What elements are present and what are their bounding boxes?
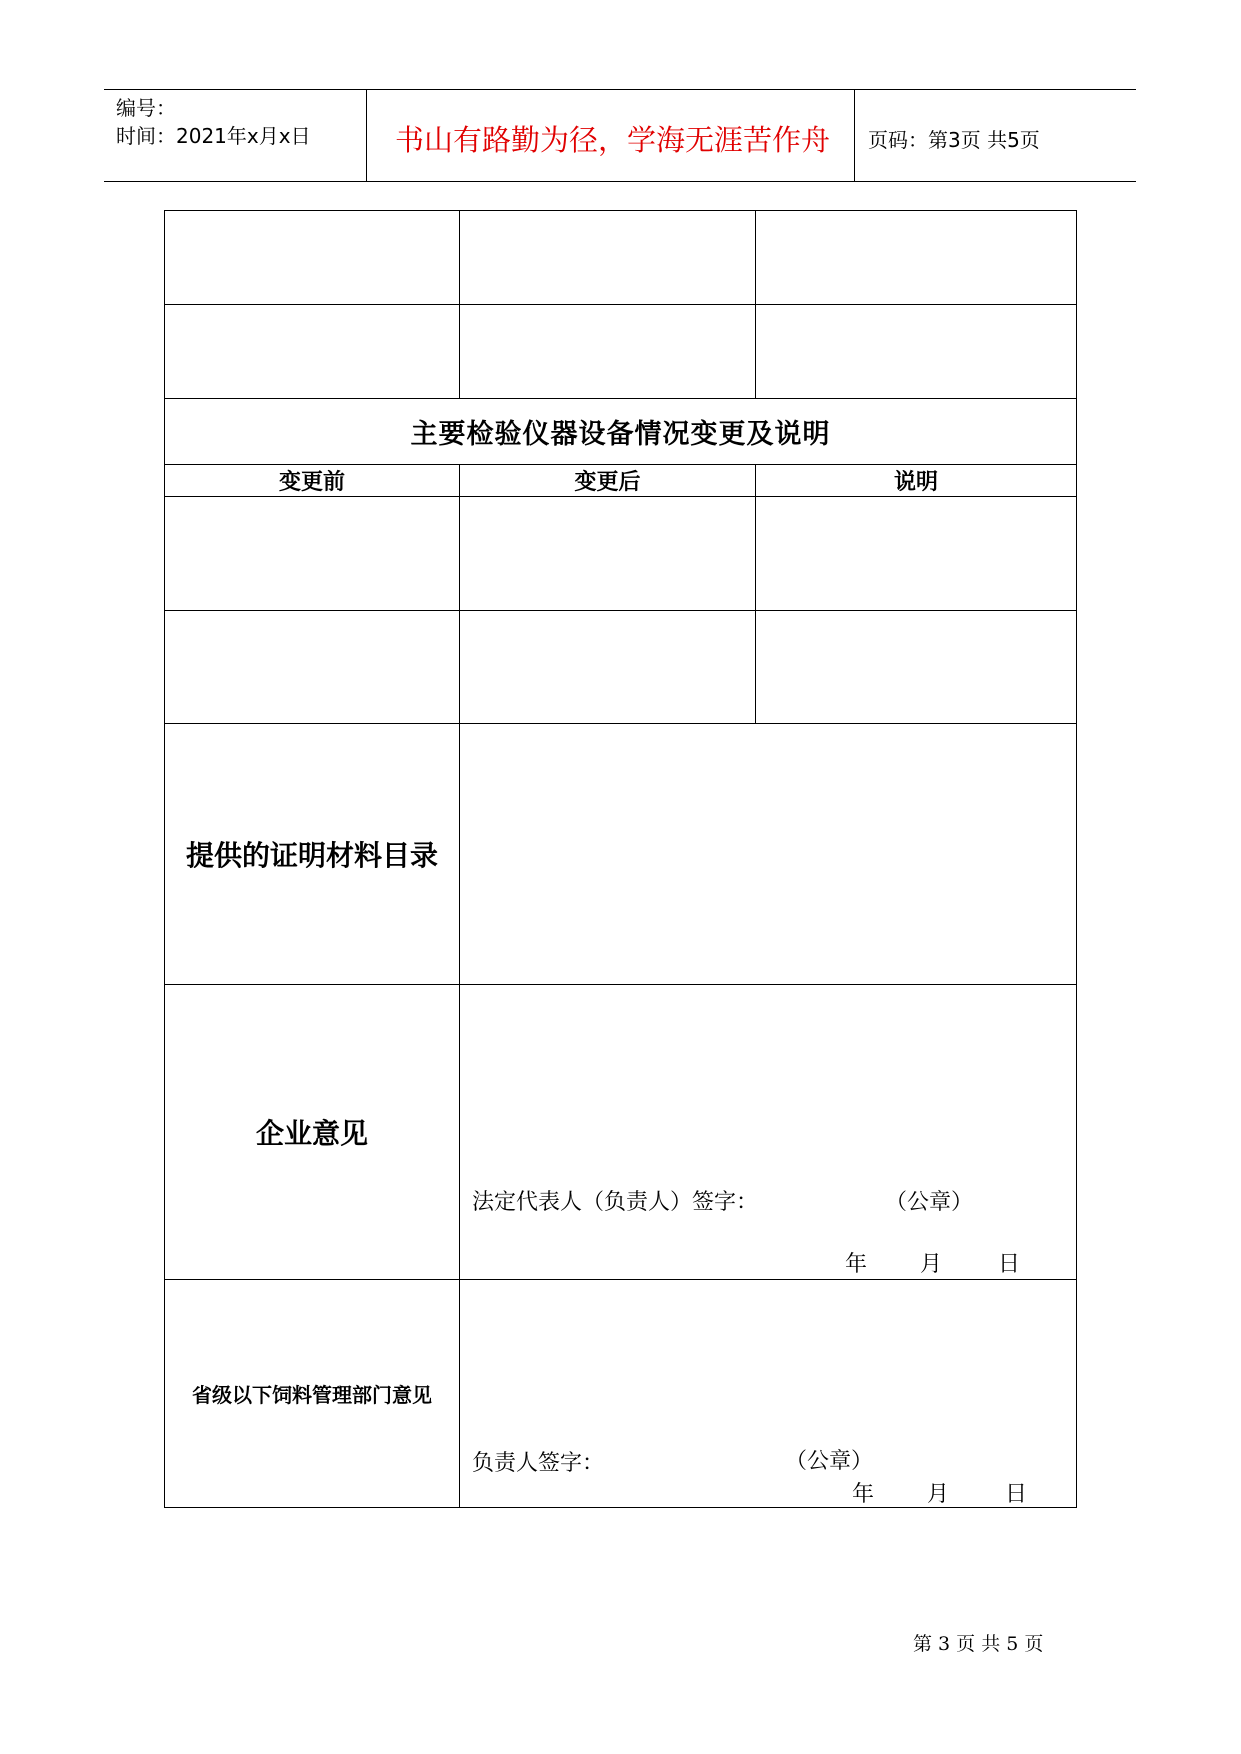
table-row <box>165 305 1077 399</box>
blank-cell[interactable] <box>756 211 1077 305</box>
serial-number-label: 编号： <box>116 96 176 120</box>
explanation-cell[interactable] <box>756 611 1077 724</box>
enterprise-seal-label: （公章） <box>885 1190 974 1215</box>
enterprise-date-day: 日 <box>998 1252 1021 1277</box>
change-form-table <box>164 210 1077 1508</box>
enterprise-opinion-label <box>165 985 460 1280</box>
enterprise-opinion-cell[interactable] <box>460 985 1077 1280</box>
explanation-cell[interactable] <box>756 497 1077 611</box>
enterprise-date-month: 月 <box>920 1252 943 1277</box>
materials-label: 提供的证明材料目录 <box>165 724 460 985</box>
page-label: 页码：第3页 共5页 <box>868 128 1040 152</box>
section-title-row <box>165 399 1077 465</box>
column-header-row <box>165 465 1077 497</box>
blank-cell[interactable] <box>460 305 756 399</box>
authority-date-year: 年 <box>852 1482 875 1507</box>
authority-date-month: 月 <box>927 1482 950 1507</box>
column-header-explanation: 说明 <box>756 465 1077 497</box>
header-divider-left <box>366 90 367 182</box>
equipment-section-title: 主要检验仪器设备情况变更及说明 <box>165 399 1077 465</box>
before-cell[interactable] <box>165 497 460 611</box>
table-row <box>165 497 1077 611</box>
enterprise-opinion-content <box>460 985 1076 1279</box>
column-header-before: 变更前 <box>165 465 460 497</box>
authority-seal-label: （公章） <box>785 1449 874 1474</box>
materials-content-cell[interactable] <box>460 724 1077 985</box>
table-row <box>165 611 1077 724</box>
materials-row <box>165 724 1077 985</box>
after-cell[interactable] <box>460 497 756 611</box>
time-label: 时间：2021年x月x日 <box>116 124 311 148</box>
header-top-rule <box>104 89 1136 90</box>
authority-opinion-row <box>165 1280 1077 1508</box>
authority-opinion-content <box>460 1280 1076 1507</box>
blank-cell[interactable] <box>460 211 756 305</box>
authority-date-day: 日 <box>1005 1482 1028 1507</box>
legal-rep-signature-label: 法定代表人（负责人）签字： <box>472 1190 759 1215</box>
column-header-after: 变更后 <box>460 465 756 497</box>
enterprise-opinion-label-text: 企业意见 <box>255 1117 368 1150</box>
authority-opinion-cell[interactable] <box>460 1280 1077 1508</box>
header-divider-right <box>854 90 855 182</box>
header-motto: 书山有路勤为径，学海无涯苦作舟 <box>395 123 831 157</box>
enterprise-opinion-row <box>165 985 1077 1280</box>
table-row <box>165 211 1077 305</box>
header-bottom-rule <box>104 181 1136 182</box>
after-cell[interactable] <box>460 611 756 724</box>
authority-signature-label: 负责人签字： <box>472 1451 605 1476</box>
enterprise-date-year: 年 <box>845 1252 868 1277</box>
footer-page-number: 第 3 页 共 5 页 <box>913 1633 1044 1655</box>
blank-cell[interactable] <box>165 305 460 399</box>
before-cell[interactable] <box>165 611 460 724</box>
authority-opinion-label: 省级以下饲料管理部门意见 <box>165 1280 460 1508</box>
blank-cell[interactable] <box>165 211 460 305</box>
blank-cell[interactable] <box>756 305 1077 399</box>
